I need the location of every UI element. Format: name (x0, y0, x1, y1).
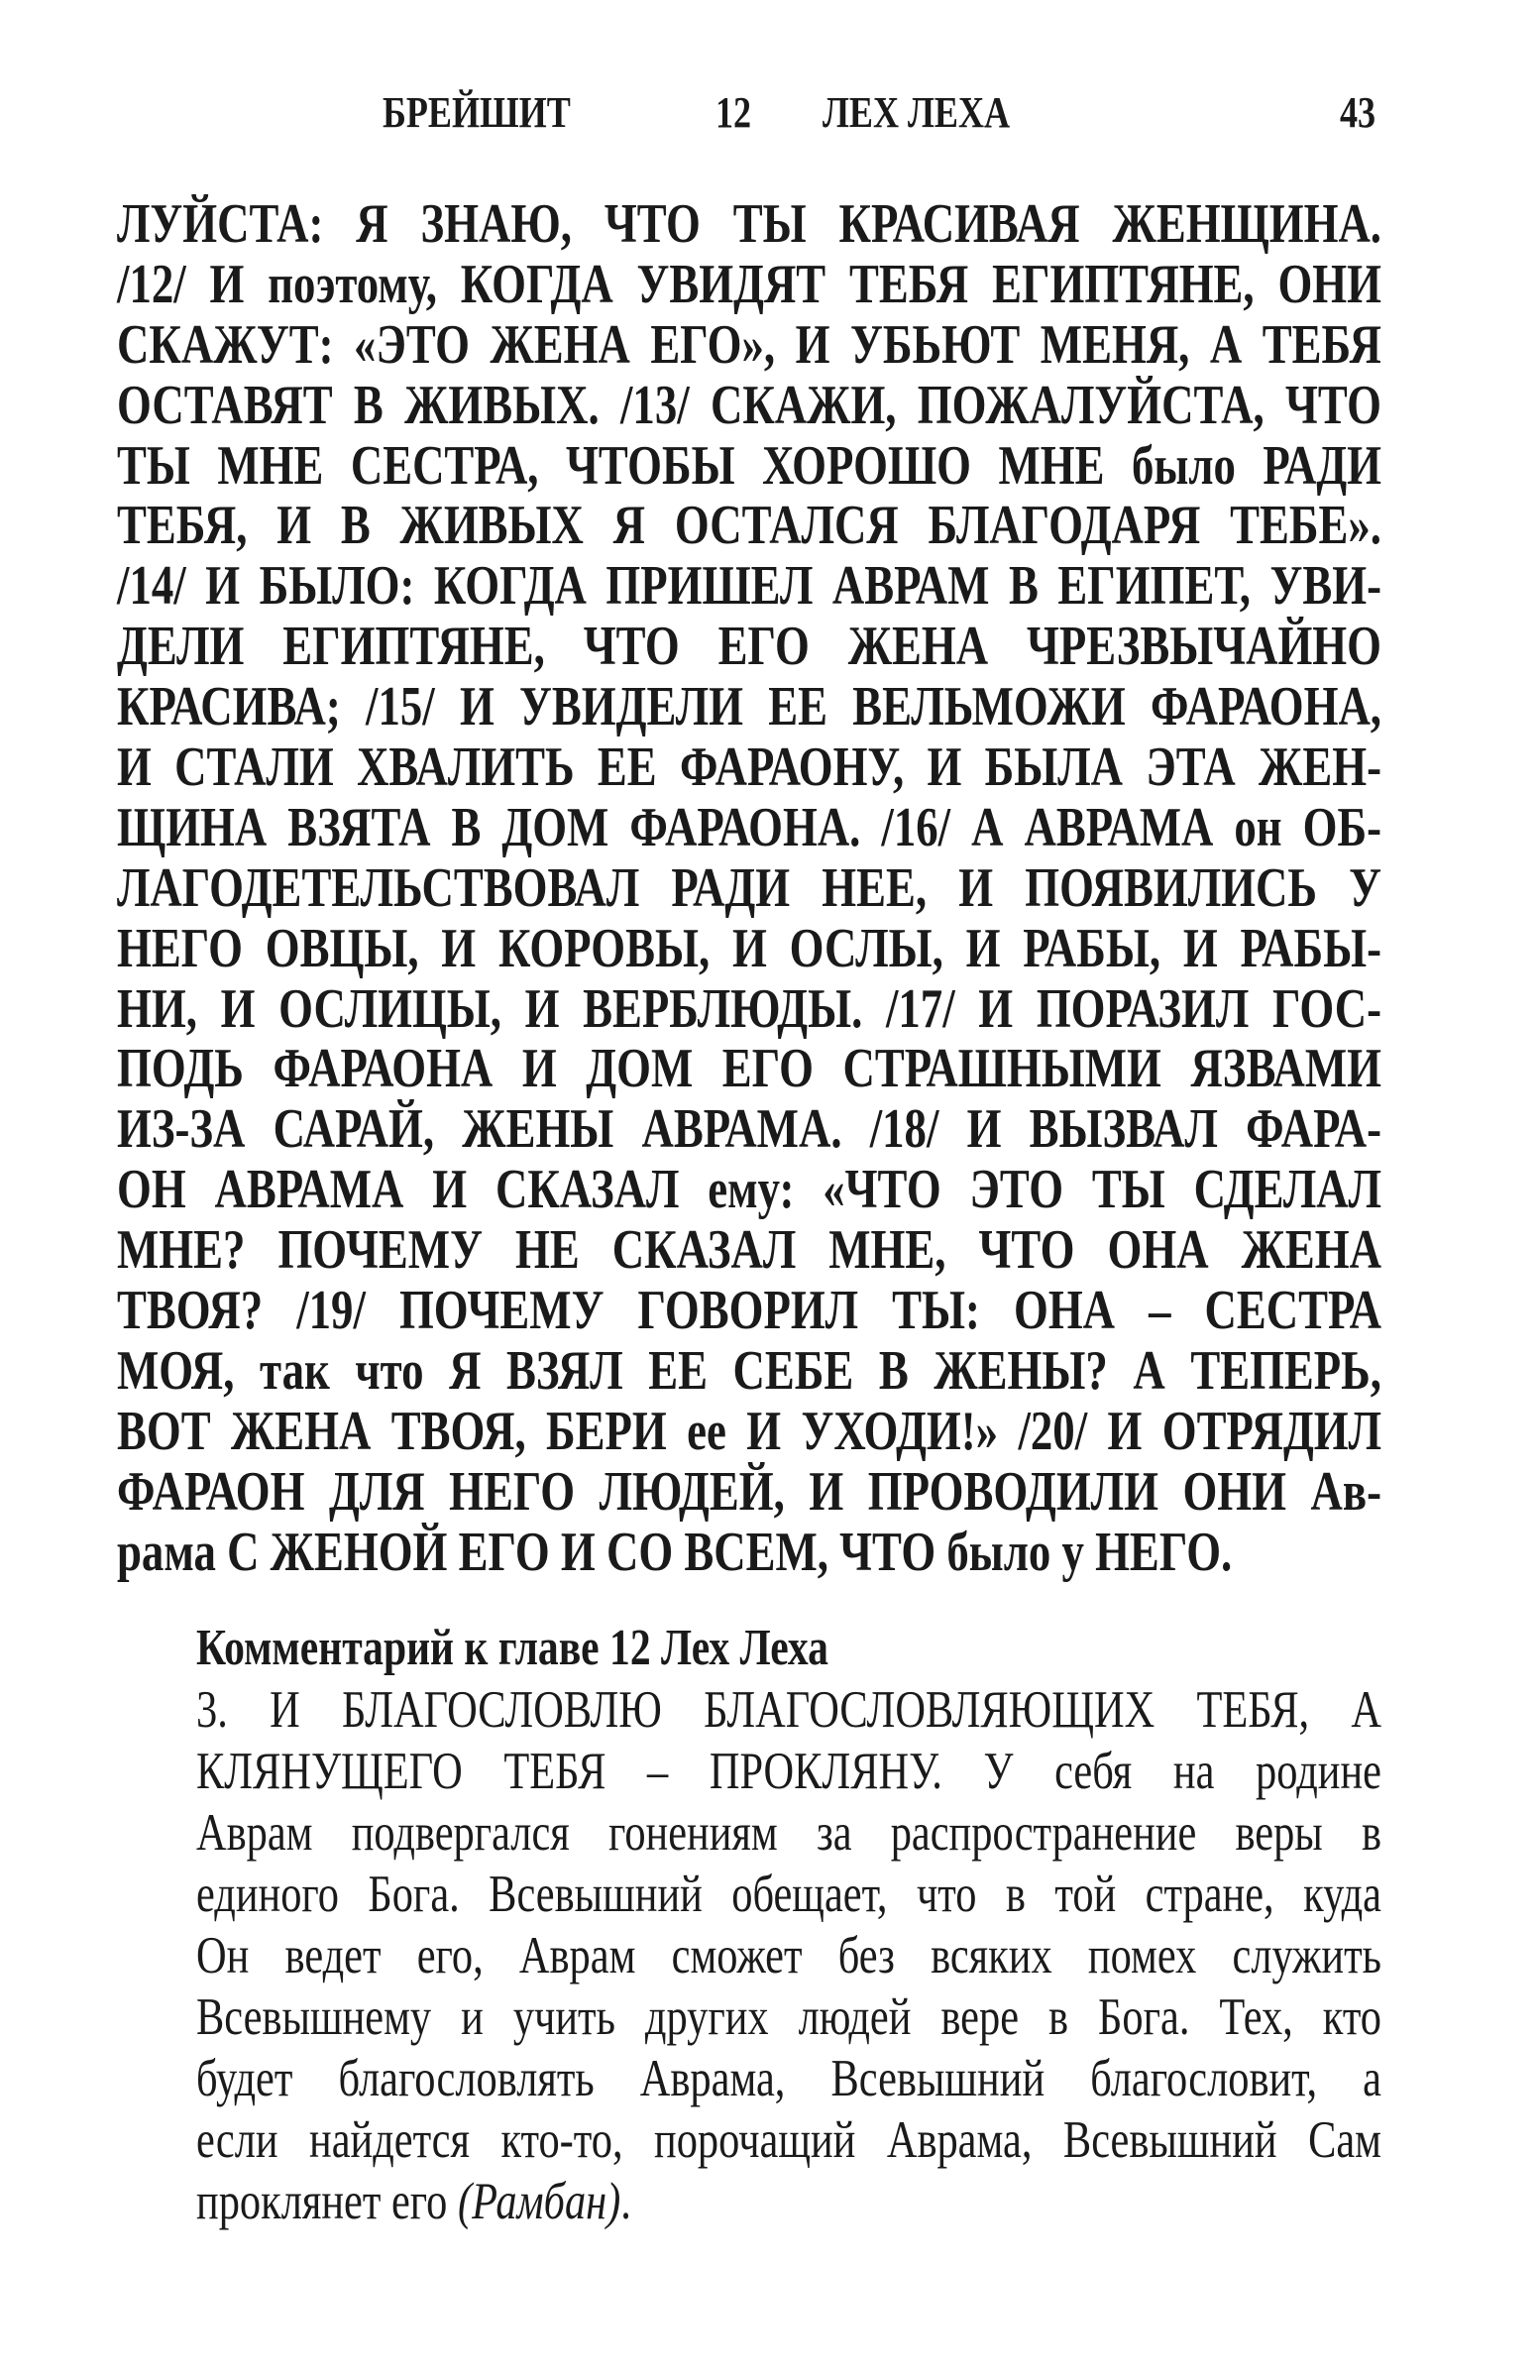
text-line: И СТАЛИ ХВАЛИТЬ ЕЕ ФАРАОНУ, И БЫЛА ЭТА ЖЕН- (117, 737, 1381, 799)
text-line: НЕГО ОВЦЫ, И КОРОВЫ, И ОСЛЫ, И РАБЫ, И РАБЫ- (117, 917, 1381, 979)
text-line: МОЯ, так что Я ВЗЯЛ ЕЕ СЕБЕ В ЖЕНЫ? А ТЕПЕРЬ, (117, 1339, 1381, 1402)
text-line: КРАСИВА; /15/ И УВИДЕЛИ ЕЕ ВЕЛЬМОЖИ ФАРАОНА, (117, 676, 1381, 738)
commentary-line: Всевышнему и учить других людей вере в Бога. Тех, кто (196, 1988, 1381, 2046)
text-line: НИ, И ОСЛИЦЫ, И ВЕРБЛЮДЫ. /17/ И ПОРАЗИЛ ГОС- (117, 977, 1381, 1040)
text-line: ОСТАВЯТ В ЖИВЫХ. /13/ СКАЖИ, ПОЖАЛУЙСТА, ЧТО (117, 374, 1381, 436)
text-line: ВОТ ЖЕНА ТВОЯ, БЕРИ ее И УХОДИ!» /20/ И ОТРЯДИЛ (117, 1400, 1381, 1462)
text-line: МНЕ? ПОЧЕМУ НЕ СКАЗАЛ МНЕ, ЧТО ОНА ЖЕНА (117, 1219, 1381, 1282)
commentary-line: Аврам подвергался гонениям за распространение веры в (196, 1804, 1381, 1862)
commentary-line: единого Бога. Всевышний обещает, что в той стране, куда (196, 1866, 1381, 1923)
header-chapter-number: 12 (715, 88, 752, 137)
text-line: /12/ И поэтому, КОГДА УВИДЯТ ТЕБЯ ЕГИПТЯНЕ, ОНИ (117, 253, 1381, 315)
text-line: ТЕБЯ, И В ЖИВЫХ Я ОСТАЛСЯ БЛАГОДАРЯ ТЕБЕ». (117, 495, 1381, 557)
running-header (0, 87, 1540, 147)
text-line: /14/ И БЫЛО: КОГДА ПРИШЕЛ АВРАМ В ЕГИПЕТ, УВИ- (117, 555, 1381, 618)
header-parasha-name: ЛЕХ ЛЕХА (823, 88, 1011, 137)
citation-source: (Рамбан) (457, 2173, 621, 2230)
commentary-line: Он ведет его, Аврам сможет без всяких помех служить (196, 1927, 1381, 1984)
text-line: ЛУЙСТА: Я ЗНАЮ, ЧТО ТЫ КРАСИВАЯ ЖЕНЩИНА. (117, 193, 1381, 255)
commentary-line: 3. И БЛАГОСЛОВЛЮ БЛАГОСЛОВЛЯЮЩИХ ТЕБЯ, А (196, 1681, 1381, 1739)
commentary-heading: Комментарий к главе 12 Лех Леха (196, 1620, 828, 1676)
text-line: рама С ЖЕНОЙ ЕГО И СО ВСЕМ, ЧТО было у НЕГО. (117, 1521, 1233, 1583)
text-line: ЩИНА ВЗЯТА В ДОМ ФАРАОНА. /16/ А АВРАМА он ОБ- (117, 796, 1381, 858)
header-book-title: БРЕЙШИТ (383, 88, 571, 137)
commentary-section (196, 1618, 1381, 2232)
commentary-line-text: проклянет его (196, 2173, 458, 2230)
commentary-line: КЛЯНУЩЕГО ТЕБЯ – ПРОКЛЯНУ. У себя на родине (196, 1743, 1381, 1800)
commentary-line: если найдется кто-то, порочащий Аврама, Всевышний Сам (196, 2111, 1381, 2169)
text-line: ПОДЬ ФАРАОНА И ДОМ ЕГО СТРАШНЫМИ ЯЗВАМИ (117, 1038, 1381, 1100)
commentary-line: будет благословлять Аврама, Всевышний благословит, а (196, 2050, 1381, 2107)
text-line: ТЫ МНЕ СЕСТРА, ЧТОБЫ ХОРОШО МНЕ было РАДИ (117, 434, 1381, 497)
text-line: ОН АВРАМА И СКАЗАЛ ему: «ЧТО ЭТО ТЫ СДЕЛАЛ (117, 1159, 1381, 1221)
text-line: ТВОЯ? /19/ ПОЧЕМУ ГОВОРИЛ ТЫ: ОНА – СЕСТРА (117, 1280, 1381, 1342)
page-number: 43 (1340, 88, 1376, 137)
text-line: ИЗ-ЗА САРАЙ, ЖЕНЫ АВРАМА. /18/ И ВЫЗВАЛ ФАРА- (117, 1098, 1381, 1161)
text-line: ДЕЛИ ЕГИПТЯНЕ, ЧТО ЕГО ЖЕНА ЧРЕЗВЫЧАЙНО (117, 616, 1381, 678)
commentary-last-line (196, 2171, 1381, 2232)
text-line: ЛАГОДЕТЕЛЬСТВОВАЛ РАДИ НЕЕ, И ПОЯВИЛИСЬ У (117, 856, 1381, 919)
text-line: СКАЖУТ: «ЭТО ЖЕНА ЕГО», И УБЬЮТ МЕНЯ, А ТЕБЯ (117, 313, 1381, 376)
text-line: ФАРАОН ДЛЯ НЕГО ЛЮДЕЙ, И ПРОВОДИЛИ ОНИ Ав- (117, 1460, 1381, 1523)
commentary-line-end: . (620, 2173, 631, 2230)
scripture-text (117, 194, 1381, 1582)
